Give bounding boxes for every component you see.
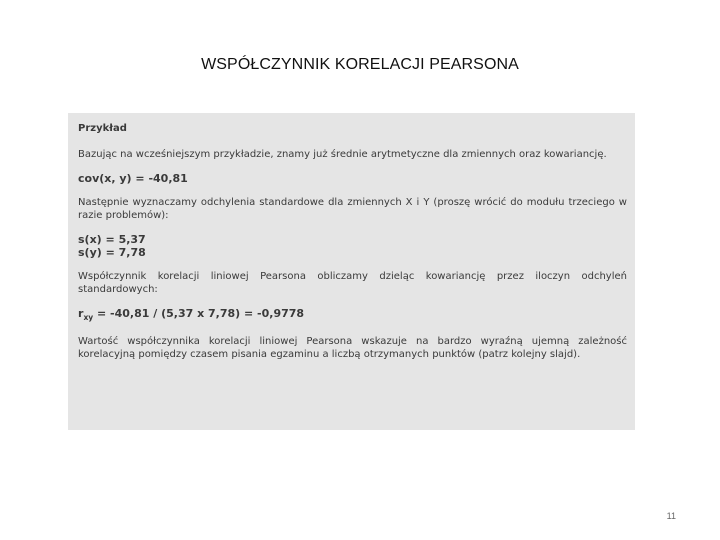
- page-number: 11: [666, 511, 676, 521]
- r-expression: = -40,81 / (5,37 x 7,78) = -0,9778: [93, 307, 305, 320]
- slide-title: WSPÓŁCZYNNIK KORELACJI PEARSONA: [201, 56, 519, 73]
- sy-formula: s(y) = 7,78: [78, 246, 146, 259]
- pearson-paragraph: Współczynnik korelacji liniowej Pearsona obliczamy dzieląc kowariancję przez iloczyn odchyleń standardowych:: [78, 271, 627, 295]
- sx-formula: s(x) = 5,37: [78, 233, 146, 246]
- conclusion-paragraph: Wartość współczynnika korelacji liniowej Pearsona wskazuje na bardzo wyraźną ujemną zależność korelacyjną pomiędzy czasem pisania egzaminu a liczbą otrzymanych punktów (patrz kolejny slajd).: [78, 336, 627, 360]
- r-subscript: xy: [83, 313, 94, 322]
- intro-paragraph: Bazując na wcześniejszym przykładzie, znamy już średnie arytmetyczne dla zmiennych oraz kowariancję.: [78, 149, 607, 160]
- pearson-formula: [78, 307, 627, 324]
- r-symbol: r: [78, 307, 84, 320]
- example-box: [68, 113, 635, 430]
- std-dev-paragraph: Następnie wyznaczamy odchylenia standardowe dla zmiennych X i Y (proszę wrócić do modułu trzeciego w razie problemów):: [78, 197, 627, 221]
- std-dev-values: [78, 233, 627, 259]
- covariance-formula: cov(x, y) = -40,81: [78, 172, 188, 185]
- example-heading: Przykład: [78, 123, 127, 134]
